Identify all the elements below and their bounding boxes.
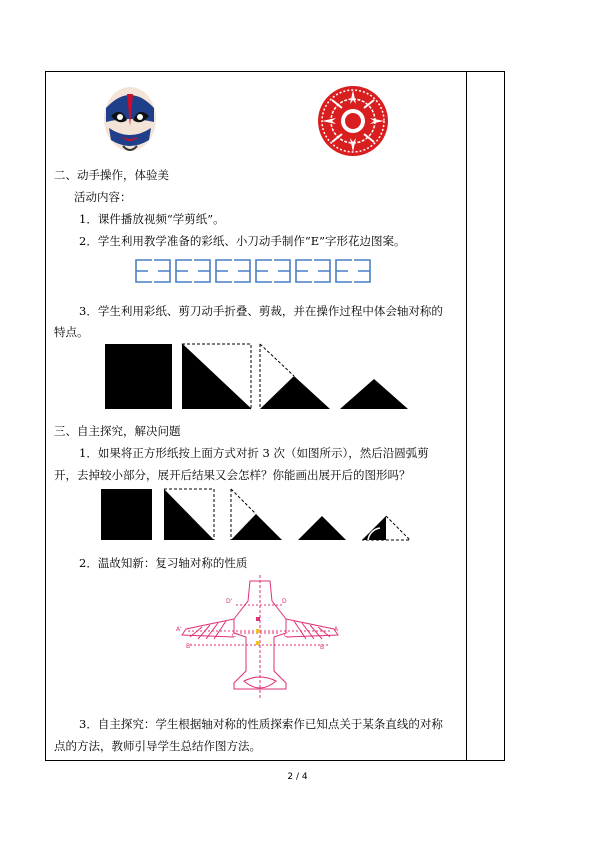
fold-sequence-diagram xyxy=(104,343,414,411)
label-c: C xyxy=(284,632,289,639)
label-d-prime-top: D' xyxy=(226,598,233,605)
page-number: 2 / 4 xyxy=(287,772,308,782)
section-heading-hands-on: 二、动手操作，体验美 xyxy=(54,168,169,182)
activity-label: 活动内容： xyxy=(74,190,132,204)
label-b-prime: B' xyxy=(186,643,192,650)
section3-item-3-line2: 点的方法，教师引导学生总结作图方法。 xyxy=(54,739,261,753)
label-d-top: D xyxy=(282,598,287,605)
label-b: B xyxy=(320,644,325,651)
section3-item-2: 2．温故知新：复习轴对称的性质 xyxy=(79,556,248,570)
table-column-divider xyxy=(466,71,467,761)
section3-question-1-line1: 1．如果将正方形纸按上面方式对折 3 次（如图所示），然后沿圆弧剪 xyxy=(79,446,429,460)
papercut-circle-image xyxy=(316,84,390,158)
section2-item-3-line1: 3．学生利用彩纸、剪刀动手折叠、剪裁，并在操作过程中体会轴对称的 xyxy=(79,304,443,318)
section2-item-1: 1．课件播放视频“学剪纸”。 xyxy=(79,212,225,226)
label-a: A xyxy=(334,626,339,633)
opera-mask-image xyxy=(103,86,157,156)
e-border-pattern xyxy=(134,258,376,284)
label-c-prime: C' xyxy=(232,632,238,639)
section3-question-1-line2: 开，去掉较小部分，展开后结果又会怎样？你能画出展开后的图形吗？ xyxy=(54,468,411,482)
fold-and-cut-sequence-diagram xyxy=(100,488,412,542)
section-heading-explore: 三、自主探究，解决问题 xyxy=(54,424,181,438)
section2-item-3-line2: 特点。 xyxy=(54,325,89,339)
airplane-symmetry-diagram xyxy=(174,575,346,699)
section2-item-2: 2．学生利用教学准备的彩纸、小刀动手制作“E”字形花边图案。 xyxy=(79,234,406,248)
label-a-prime: A' xyxy=(176,626,182,633)
section3-item-3-line1: 3．自主探究：学生根据轴对称的性质探索作已知点关于某条直线的对称 xyxy=(79,717,443,731)
